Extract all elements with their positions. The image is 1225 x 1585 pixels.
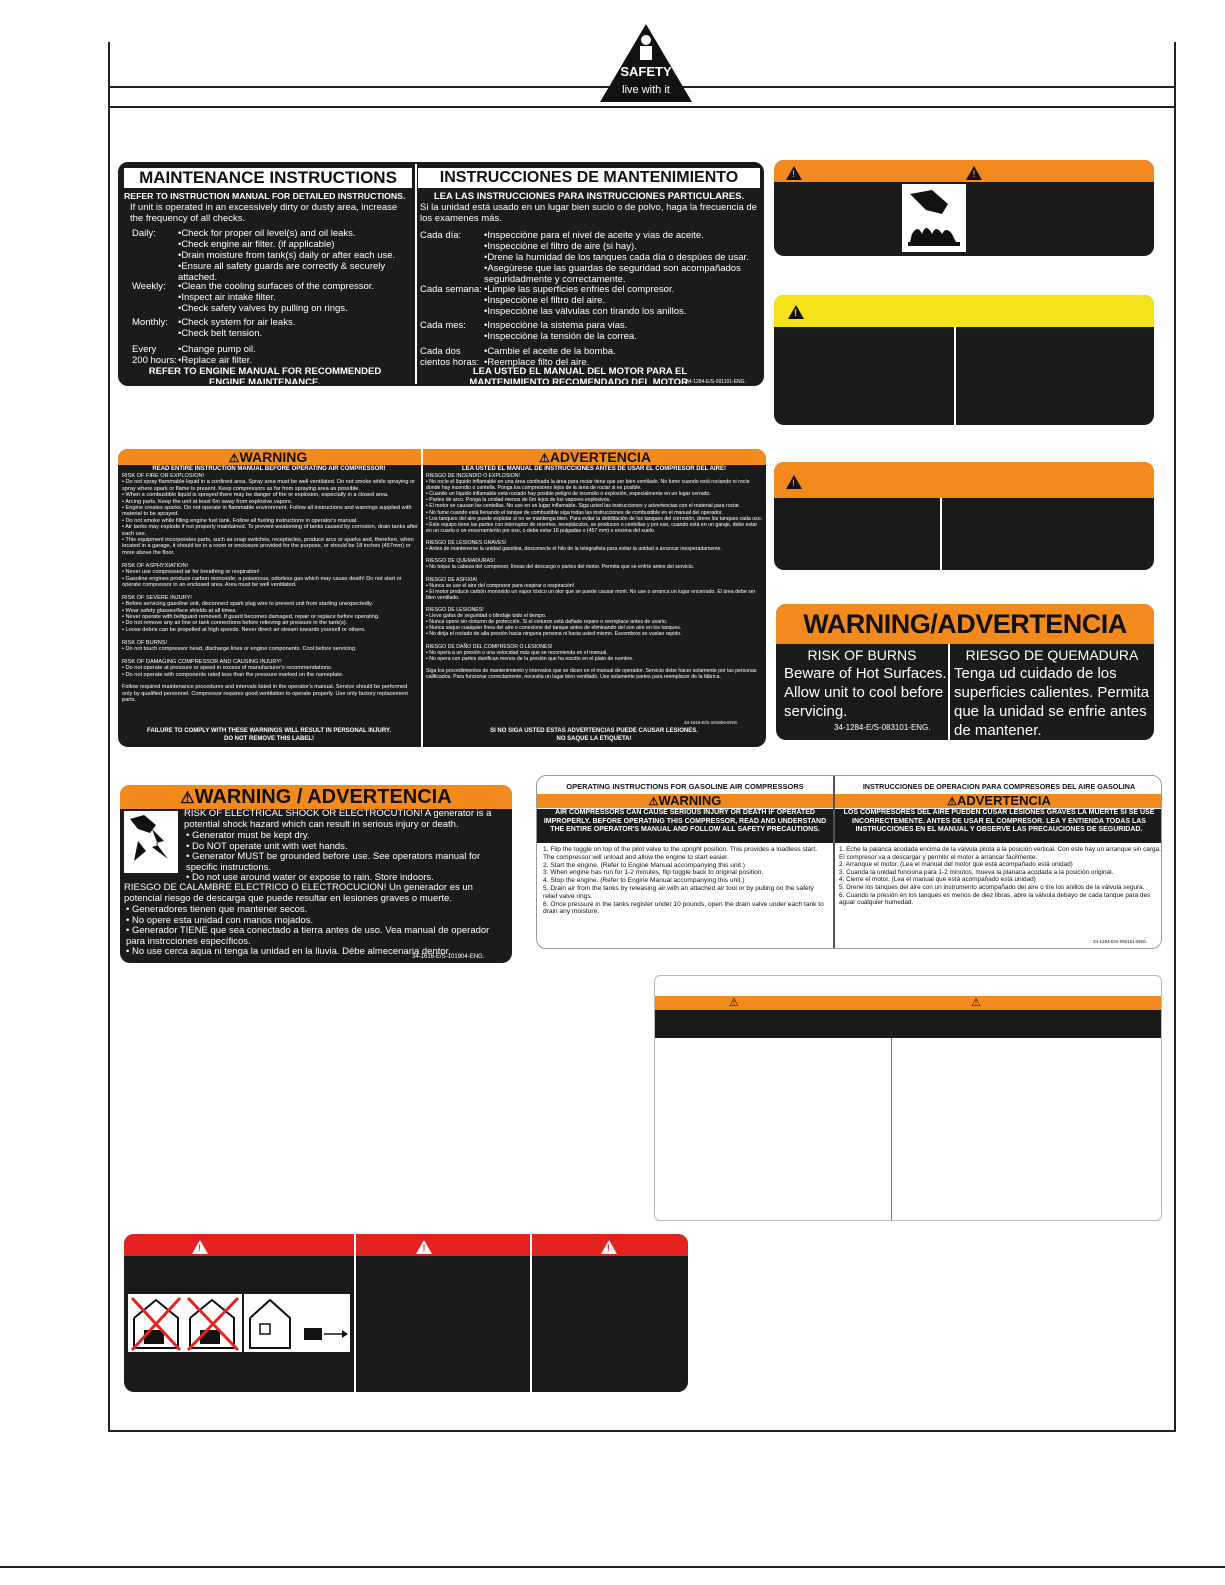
big-warning-footer-es: SI NO SIGA USTED ESTAS ADVERTENCIAS PUEDE CAUSAR LESIONES. NO SAQUE LA ETIQUETA! <box>490 728 698 742</box>
warning-triangle-icon <box>786 166 802 180</box>
big-warning-footer-en: FAILURE TO COMPLY WITH THESE WARNINGS WILL RESULT IN PERSONAL INJURY. DO NOT REMOVE THIS LABEL! <box>146 728 392 742</box>
no-indoor-generator-icon <box>128 1294 242 1352</box>
outdoor-generator-icon <box>244 1294 350 1352</box>
warning-header-text: WARNING <box>658 793 722 808</box>
danger-label <box>124 1234 688 1392</box>
big-warning-header-es: ⚠ADVERTENCIA <box>539 449 651 465</box>
maintenance-code: 34-1284-E/S-091101-ENG. <box>686 379 746 385</box>
burns-es-title: RIESGO DE QUEMADURA <box>965 647 1139 663</box>
divider <box>940 498 942 570</box>
electrical-shock-label <box>120 785 512 963</box>
caution-label <box>774 295 1154 425</box>
warning-triangle-icon <box>786 475 802 489</box>
operating-title-es: INSTRUCCIONES DE OPERACION PARA COMPRESORES DEL AIRE GASOLINA <box>862 782 1136 791</box>
divider <box>954 327 956 425</box>
big-warning-label <box>118 449 766 747</box>
hot-surface-label <box>774 160 1154 256</box>
safety-logo-icon <box>598 22 694 104</box>
logo-line2: live with it <box>622 84 670 96</box>
maint-row-daily-text: •Check for proper oil level(s) and oil leaks. •Check engine air filter. (if applicable) •Drain moisture from tank(s) daily or after each use. •Ensure all safety guards are correctly & securely attached. <box>178 228 396 283</box>
burns-header: WARNING/ADVERTENCIA <box>776 604 1154 644</box>
advertencia-header-text: ADVERTENCIA <box>549 449 651 465</box>
big-warning-body-es: RIESGO DE INCENDIO O EXPLOSION! • No rocíe el líquido inflamable en una área confinada la área para rociar tiene que ser bien ventilado. No fume cuando está rociando ni rocíe donde hay incendio o centella. Ponga los compresores lejos de la área de rociar si es posible. • Cuando un líquido inflamable está rociado hay posible peligro de incendio o explosión, especialmente en un lugar cerrado. • Partes de arco. Ponga la unidad menos de 6m lejos de los vapores explosivos. • El motor se causan las centellas. No use en un lugar inflamable. Siga usted las instrucciones y advertencias con el material para rociar. • No fume cuando está llenando el tanque de combustible siga todas las instrucciones de combustible en el manual del operador. • Los tanques del aire puede explotar si no se mantenga bien. Para evitar la debilitación de los tanques del corrosión, drene los tanques cada uso. • Este equipo tiene las partes con interruptor de resortes, receptáculos, se producen o centellas y por eso, cuando está en un garaje, debe estar en un cuarto o un encerramiento por eso, o debe estar 18 pulgadas o (457 mm) o encima del suelo. RIESGO DE LESIONES GRAVES! • Antes de mantenerse la unidad gasolina, desconecte el hilo de la telegrafista para evitar la unidad a arrancar inesperadamente. RIESGO DE QUEMADURAS! • No toque la cabeza del compresor, líneas del descargo o partes del motor. Permita que se enfríe antes del servicio. RIESGO DE ASFIXIA! • Nunca se use el aire del compresor para respirar o respiración! • El motor produce carbón monoxido un vapor tóxico un olor que se puede causar morir. No use o arranca un lugar encerrado. El área debe ser bien ventilado. RIESGO DE LESIONES! • Lleve gafas de seguridad o blindaje todo el tiempo. • Nunca opere sin cinturon de protección. Si el cinturon está dañado repare o reemplace antes de usarlo. • Nunca saque cualquier línea del aire o conexione del tanque antes de eliminando del son aire en los tanques. • No dirija el rociado de alta presión hacia ninguna persona ni hacia usted mismo. Escombros se vuelan rapido. RIESGO DE DAÑO DEL COMPRESOR O LESIONES! • No opera a un presión o una velocidad más que se recomienda en el manual. • No opera con partes danifican menos de la presión que ha escrito en el plato de nombre. Siga los procedimientos de mantenimiento y intervalos que se dicen en el manual de operador. Servicio debe hacer solamente por las personas calificados. Para funcionar correctamente, necesita un lugar bien ventilado. Use solamente partes para reemplacer de la fábrica. <box>426 473 763 681</box>
maintenance-label <box>118 162 764 386</box>
big-warning-code: 34-1616-E/S-101904-ENG. <box>684 720 739 725</box>
maint-row-200h-label: Every 200 hours: <box>132 344 177 366</box>
hot-surface-icon <box>902 184 966 252</box>
big-warning-lead-en: READ ENTIRE INSTRUCTION MANUAL BEFORE OPERATING AIR COMPRESSOR! <box>152 466 386 472</box>
maint-row-monthly-text: •Check system for air leaks. •Check belt tension. <box>178 317 296 339</box>
maint-row-daily-label: Daily: <box>132 228 156 239</box>
maint-es-row2-text: •Limpie las superficies enfries del compresor. •Inspecciòne el filtro del aire. •Inspecciòne las vàlvulas con tirando los anillos. <box>484 284 687 317</box>
label-band <box>655 1010 1162 1038</box>
operating-steps-en: 1. Flip the toggle on top of the pilot valve to the upright position. This provides a loadless start. The compressor will unload and allow the engine to start easier. 2. Start the engine. (Refer to Engine Manual accompanying this unit.) 3. When engine has run for 1-2 minutes, flip toggle back to original position. 4. Stop the engine. (Refer to Engine Manual accompanying this unit.) 5. Drain air from the tanks by releasing air with an attached air tool or by pulling on the safety relief valve rings. 6. Once pressure in the tanks register under 10 pounds, open the drain valve under each tank to drain any moisture. <box>543 846 824 916</box>
maint-row-weekly-text: •Clean the cooling surfaces of the compressor. •Inspect air intake filter. •Check safety valves by pulling on rings. <box>178 281 375 314</box>
burns-code: 34-1284-E/S-083101-ENG. <box>834 723 931 732</box>
maintenance-footer-es: LEA USTED EL MANUAL DEL MOTOR PARA EL MANTENIMIENTO RECOMENDADO DEL MOTOR. <box>469 366 691 386</box>
shock-header-text: WARNING / ADVERTENCIA <box>194 786 452 808</box>
divider <box>415 164 417 386</box>
maint-es-row1-text: •Inspecciòne para el nivel de aceite y vias de aceite. •Inspecciòne el filtro de aire (si hay). •Drene la humidad de los tanques cada día o despùes de usar. •Asegùrese que las guardas de seguridad son acompañados seguridadmente y correctamente. <box>484 230 749 285</box>
electric-shock-icon <box>124 811 178 873</box>
maintenance-title-es: INSTRUCCIONES DE MANTENIMIENTO <box>418 168 760 188</box>
operating-instructions-label <box>536 775 1162 949</box>
divider <box>833 776 835 949</box>
warning-triangle-icon <box>601 1240 617 1254</box>
logo-line1: SAFETY <box>620 64 672 79</box>
maint-row-weekly-label: Weekly: <box>132 281 166 292</box>
maint-es-row2-label: Cada semana: <box>420 284 482 295</box>
operating-code: 34-1284-E/S-092101-ENG. <box>1093 939 1148 944</box>
maintenance-intro-en: If unit is operated in an excessively dirty or dusty area, increase the frequency of all checks. <box>130 202 398 224</box>
shock-es-items: • Generadores tienen que mantener secos. • No opere esta unidad con manos mojados. • Generador TIENE que sea conectado a tierra antes de uso. Vea manual de operador para instrcciones específicos. • No use cerca aqua ni tenga la unidad en la lluvia. Débe almecenaria dentor. <box>126 904 490 957</box>
maint-row-200h-text: •Change pump oil. •Replace air filter. <box>178 344 256 366</box>
maintenance-refer-en: REFER TO INSTRUCTION MANUAL FOR DETAILED INSTRUCTIONS. <box>124 191 406 201</box>
divider <box>354 1234 356 1392</box>
burns-en-text: Beware of Hot Surfaces. Allow unit to cool before servicing. <box>784 665 947 720</box>
label-header <box>774 295 1154 327</box>
shock-es-lead: RIESGO DE CALAMBRE ELECTRICO O ELECTROCUCION! Un generador es un potencial riesgo de descarga que puede resultar en lesiones graves o muerte. <box>124 882 473 904</box>
advertencia-header-text: ADVERTENCIA <box>956 793 1051 808</box>
maint-es-row4-label: Cada dos cientos horas: <box>420 346 480 368</box>
shock-code: 34-1616-E/S-101904-ENG. <box>412 954 485 960</box>
warning-triangle-icon <box>966 166 982 180</box>
burns-en-title: RISK OF BURNS <box>807 647 917 663</box>
shock-en-lead: RISK OF ELECTRICAL SHOCK OR ELECTROCUTION! A generator is a potential shock hazard which can result in serious injury or death. <box>184 808 492 830</box>
maintenance-intro-es: Si la unidad está usado en un lugar bien sucio o de polvo, haga la frecuencia de los examenes más. <box>420 202 757 224</box>
maintenance-footer-en: REFER TO ENGINE MANUAL FOR RECOMMENDED ENGINE MAINTENANCE. <box>148 366 382 386</box>
operating-alert-es: LOS COMPRESORES DEL AIRE PUEDEN CUSAR LESIONES GRAVES LA MUERTE SI SE USE INCORRECTEMENTE. ANTES DE USAR EL COMPRESOR. LEA Y ENTIENDA TODAS LAS INSTRUCCIONES EN EL MANUAL Y OBSERVE LAS PRECAUCIONES DE SEGURIDAD. <box>835 809 1162 843</box>
shock-header: ⚠WARNING / ADVERTENCIA <box>120 785 512 809</box>
orange-warning-label <box>774 462 1154 570</box>
maint-row-monthly-label: Monthly: <box>132 317 168 328</box>
burns-es-text: Tenga ud cuidado de los superficies calientes. Permita que la unidad se enfrie antes de mantener. <box>954 665 1150 739</box>
label-header <box>774 462 1154 498</box>
maintenance-refer-es: LEA LAS INSTRUCCIONES PARA INSTRUCCIONES PARTICULARES. <box>433 191 745 202</box>
maint-es-row3-text: •Inspecciòne la sistema para vias. •Inspecciòne la tensión de la correa. <box>484 320 637 342</box>
warning-triangle-icon <box>192 1240 208 1254</box>
operating-warn-es: ⚠ADVERTENCIA <box>835 794 1162 808</box>
operating-warn-en: ⚠WARNING <box>537 794 833 808</box>
risk-of-burns-label <box>776 604 1154 740</box>
operating-alert-en: AIR COMPRESSORS CAN CAUSE SERIOUS INJURY OR DEATH IF OPERATED IMPROPERLY. BEFORE OPERATING THIS COMPRESSOR, READ AND UNDERSTAND THE ENTIRE OPERATOR'S MANUAL AND FOLLOW ALL SAFETY PRECAUTIONS. <box>537 809 833 843</box>
bilingual-blank-label <box>654 975 1162 1221</box>
warning-triangle-icon <box>788 305 804 319</box>
big-warning-lead-es: LEA USTED EL MANUAL DE INSTRUCCIONES ANTES DE USAR EL COMPRESOR DEL AIRE! <box>462 466 726 472</box>
operating-title-en: OPERATING INSTRUCTIONS FOR GASOLINE AIR COMPRESSORS <box>566 782 804 791</box>
maintenance-title-en: MAINTENANCE INSTRUCTIONS <box>124 168 412 188</box>
maint-es-row4-text: •Cambie el aceite de la bomba. •Reemplace filto del aire. <box>484 346 616 368</box>
warning-triangle-icon: ⚠ <box>729 997 739 1009</box>
divider <box>891 1038 892 1221</box>
maint-es-row1-label: Cada día: <box>420 230 462 241</box>
maint-es-row3-label: Cada mes: <box>420 320 466 331</box>
warning-triangle-icon: ⚠ <box>971 997 981 1009</box>
warning-triangle-icon <box>416 1240 432 1254</box>
shock-en-items: • Generator must be kept dry. • Do NOT operate unit with wet hands. • Generator MUST be grounded before use. See operators manual for specific instructions. • Do not use around water or expose to rain. Store indoors. <box>186 830 481 883</box>
big-warning-body-en: RISK OF FIRE OR EXPLOSION! • Do not spray flammable liquid in a confined area. Spray area must be well ventilated. Do not smoke while spraying or spray where spark or flame is present. Keep compressors as far from spraying area as possible. • When a combustible liquid is sprayed there may be danger of fire or explosion, especially in a closed area. • Arcing parts. Keep the unit at least 6m away from explosive vapors. • Engine creates sparks. Do not operate in flammable environment. Follow all instructions and warnings supplied with material to be sprayed. • Do not smoke while filling engine fuel tank. Follow all fueling instructions in operator's manual. • Air tanks may explode if not properly maintained. To prevent weakening of tanks caused by corrosion, drain tanks after each use. • This equipment incorporates parts, such as snap switches, receptacles, produce arcs or sparks and, therefore, when located in a garage, it should be in a room or enclosure provided for the purpose, or should be 18 inches (457mm) or more above the floor. RISK OF ASPHYXIATION! • Never use compressed air for breathing or respiration! • Gasoline engines produce carbon monoxide; a poisonous, odorless gas which may cause death! Do not start or operate compressor in an enclosed area. Area must be well ventilated. RISK OF SEVERE INJURY! • Before servicing gasoline unit, disconnect spark plug wire to prevent unit from starting unexpectedly. • Wear safety glasses/face shields at all times. • Never operate with beltguard removed. If guard becomes damaged, repair or replace before operating. • Do not remove any air line or tank connections before relieving air pressure in the tank(s). • Loose debris can be propelled at high speeds. Never direct air stream towards yourself or others. RISK OF BURNS! • Do not touch compressor head, discharge lines or engine components. Cool before servicing. RISK OF DAMAGING COMPRESSOR AND CAUSING INJURY! • Do not operate at pressure or speed in excess of manufacturer's recommendations. • Do not operate with components rated less than the pressure marked on the nameplate. Follow required maintenance procedures and intervals listed in the operator's manual. Service should be performed only by qualified personnel. Compressor requires good ventilation to operate properly. Use only factory replacement parts. <box>122 473 418 704</box>
operating-steps-es: 1. Eche la palanca acodada encima de la válvula pilota a la posición vertical. Con este hay un arranque sin carga. El compresor va a descargar y permitir el motor a arrancar facilmente. 2. Arranque el motor. (Lea el manual del motor que está acompañado está unidad) 3. Cuanda la unidad funciona para 1-2 minutos, mueva la planaca acodada a la posición original. 4. Cierre el motor. (Lea el manual que está acompañado está unidad) 5. Drene los tanques del aire con un instrumento acompañado del aire o tire los anillos de la válvula segura. 6. Cuando la presión en los tanques es menos de diez libras, abre la válvula debayo de cada tanque para des aguar cualquier humedad. <box>839 846 1161 907</box>
divider <box>530 1234 532 1392</box>
label-header <box>774 160 1154 182</box>
big-warning-header-en: ⚠WARNING <box>228 449 308 465</box>
warning-header-text: WARNING <box>239 449 308 465</box>
page-bottom-line <box>0 1566 1225 1568</box>
divider <box>421 449 423 747</box>
